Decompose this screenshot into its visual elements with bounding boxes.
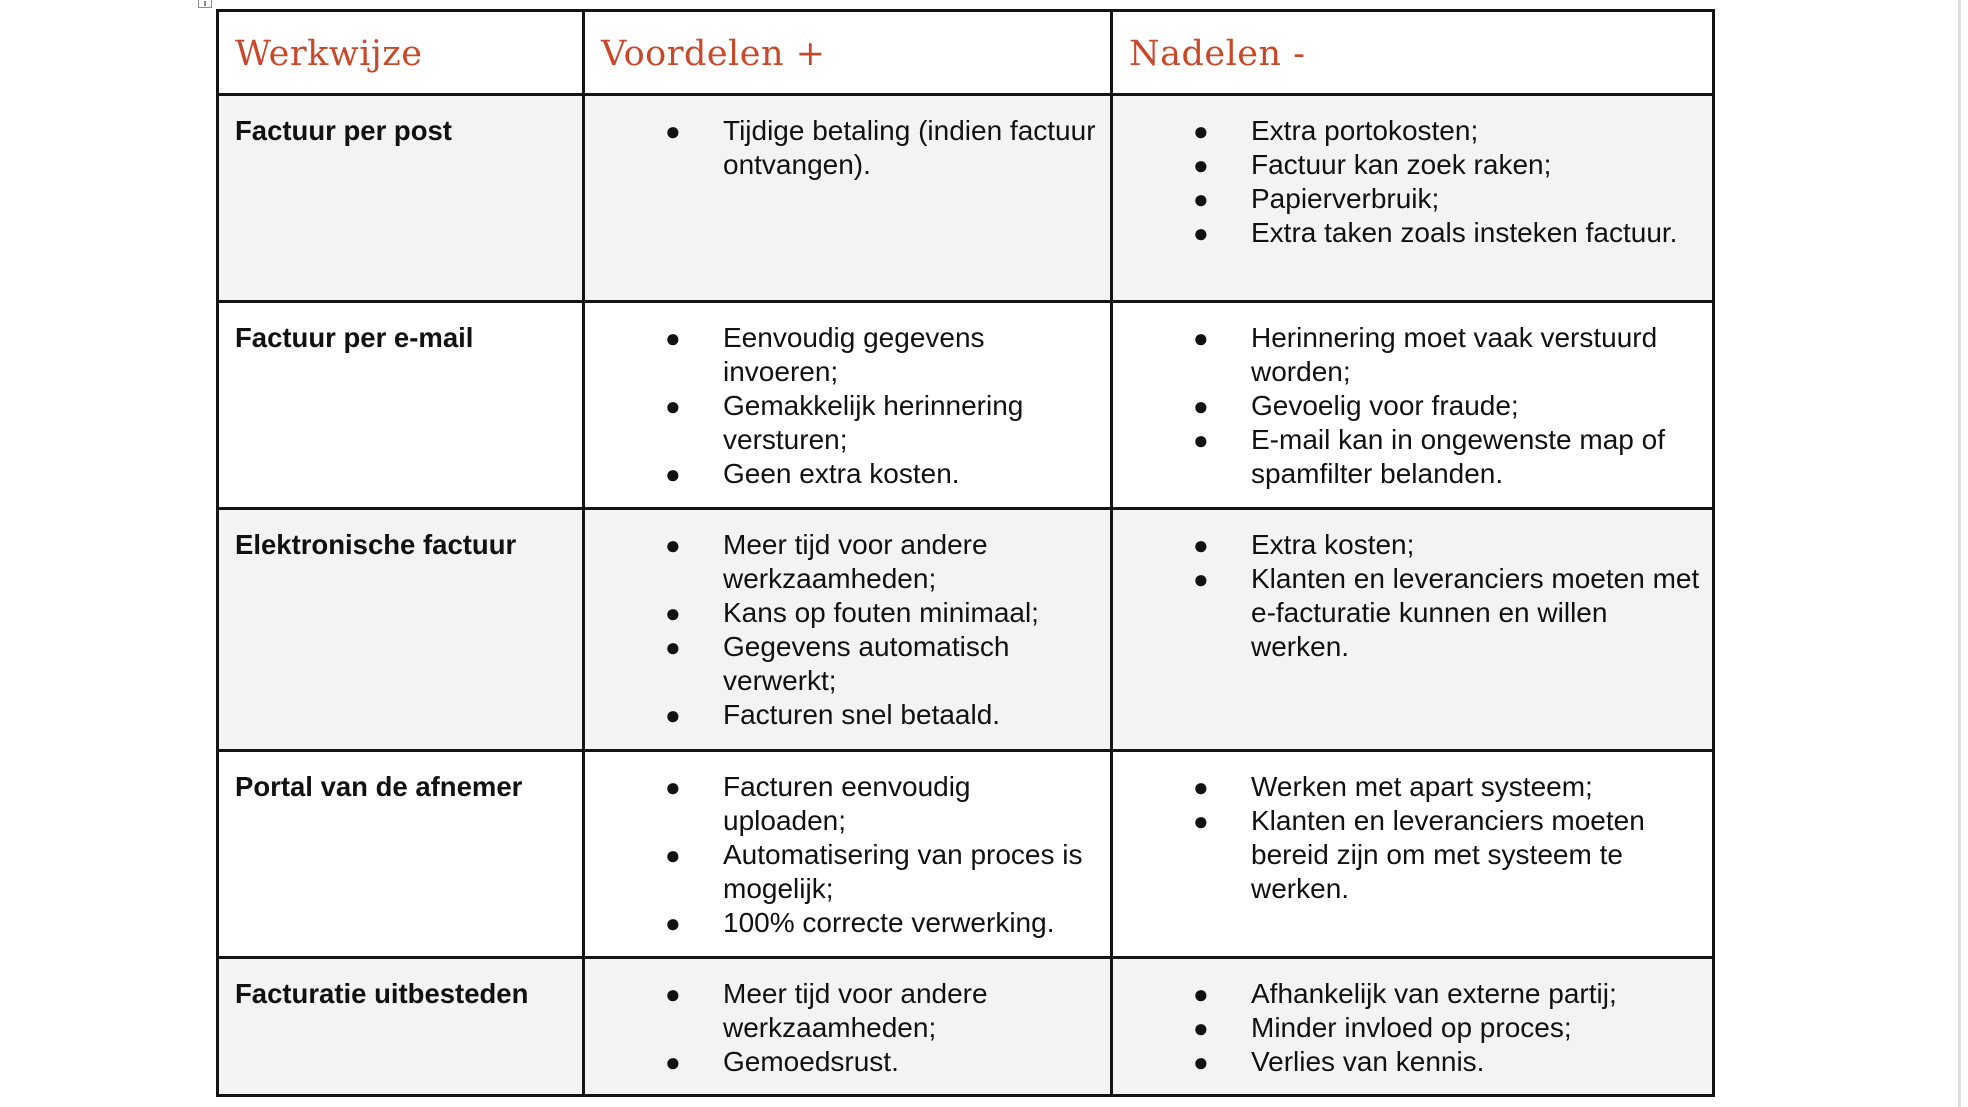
bullet-icon: ● (665, 772, 681, 802)
list-item: ● Kans op fouten minimaal; (665, 597, 1039, 628)
bullet-icon: ● (1193, 772, 1209, 802)
table-header-row (218, 11, 1714, 95)
list-item: ● Facturen eenvoudig uploaden; (665, 771, 971, 836)
list-item: ● Extra taken zoals insteken factuur. (1193, 217, 1678, 248)
bullet-icon: ● (1193, 806, 1209, 836)
list-item: ● Meer tijd voor andere werkzaamheden; (665, 978, 988, 1043)
list-item: ● Gevoelig voor fraude; (1193, 390, 1519, 421)
pros-list (585, 96, 1110, 192)
bullet-icon: ● (665, 530, 681, 560)
bullet-icon: ● (665, 391, 681, 421)
bullet-icon: ● (665, 908, 681, 938)
list-item: ● Meer tijd voor andere werkzaamheden; (665, 529, 988, 594)
list-item: ● Klanten en leveranciers moeten bereid zijn om met systeem te werken. (1193, 805, 1645, 904)
pros-cell (584, 751, 1112, 958)
header-werkwijze: Werkwijze (218, 11, 584, 95)
bullet-icon: ● (665, 700, 681, 730)
cons-cell (1112, 958, 1714, 1096)
bullet-icon: ● (665, 632, 681, 662)
cons-list (1113, 959, 1712, 1089)
bullet-icon: ● (1193, 1013, 1209, 1043)
bullet-icon: ● (1193, 1047, 1209, 1077)
cons-cell (1112, 509, 1714, 751)
bullet-icon: ● (1193, 218, 1209, 248)
table-row (218, 95, 1714, 302)
comparison-table (216, 9, 1715, 1097)
bullet-icon: ● (1193, 979, 1209, 1009)
bullet-icon: ● (1193, 184, 1209, 214)
bullet-icon: ● (665, 1047, 681, 1077)
table-row (218, 958, 1714, 1096)
list-item: ● E-mail kan in ongewenste map of spamfilter belanden. (1193, 424, 1665, 489)
list-item: ● Gemoedsrust. (665, 1046, 899, 1077)
pros-cell (584, 958, 1112, 1096)
list-item: ● Gegevens automatisch verwerkt; (665, 631, 1010, 696)
pros-list (585, 303, 1110, 501)
method-label: Facturatie uitbesteden (235, 978, 529, 1009)
pros-cell (584, 95, 1112, 302)
table-row (218, 509, 1714, 751)
bullet-icon: ● (665, 116, 681, 146)
list-item: ● Herinnering moet vaak verstuurd worden; (1193, 322, 1658, 387)
bullet-icon: ● (665, 459, 681, 489)
list-item: ● Factuur kan zoek raken; (1193, 149, 1552, 180)
list-item: ● Extra portokosten; (1193, 115, 1479, 146)
cons-list (1113, 510, 1712, 674)
cons-list (1113, 752, 1712, 916)
method-cell (218, 95, 584, 302)
method-label: Elektronische factuur (235, 529, 517, 560)
header-voordelen: Voordelen + (584, 11, 1112, 95)
list-item: ● Papierverbruik; (1193, 183, 1440, 214)
cons-cell (1112, 95, 1714, 302)
cons-cell (1112, 302, 1714, 509)
cons-list (1113, 96, 1712, 260)
list-item: ● Werken met apart systeem; (1193, 771, 1593, 802)
list-item: ● Extra kosten; (1193, 529, 1415, 560)
list-item: ● Geen extra kosten. (665, 458, 960, 489)
bullet-icon: ● (1193, 530, 1209, 560)
method-label: Portal van de afnemer (235, 771, 523, 802)
bullet-icon: ● (665, 840, 681, 870)
table-row (218, 751, 1714, 958)
method-cell (218, 958, 584, 1096)
method-cell (218, 751, 584, 958)
list-item: ● 100% correcte verwerking. (665, 907, 1055, 938)
method-cell (218, 509, 584, 751)
cons-cell (1112, 751, 1714, 958)
method-label: Factuur per e-mail (235, 322, 474, 353)
bullet-icon: ● (1193, 564, 1209, 594)
cons-list (1113, 303, 1712, 501)
bullet-icon: ● (1193, 323, 1209, 353)
method-label: Factuur per post (235, 115, 452, 146)
list-item: ● Verlies van kennis. (1193, 1046, 1485, 1077)
table-row (218, 302, 1714, 509)
pros-list (585, 752, 1110, 950)
bullet-icon: ● (665, 323, 681, 353)
list-item: ● Automatisering van proces is mogelijk; (665, 839, 1083, 904)
bullet-icon: ● (1193, 425, 1209, 455)
method-cell (218, 302, 584, 509)
list-item: ● Klanten en leveranciers moeten met e-facturatie kunnen en willen werken. (1193, 563, 1700, 662)
list-item: ● Minder invloed op proces; (1193, 1012, 1572, 1043)
pros-list (585, 959, 1110, 1089)
list-item: ● Afhankelijk van externe partij; (1193, 978, 1617, 1009)
pros-list (585, 510, 1110, 742)
bullet-icon: ● (665, 979, 681, 1009)
list-item: ● Tijdige betaling (indien factuur ontvangen). (665, 115, 1096, 180)
bullet-icon: ● (1193, 116, 1209, 146)
list-item: ● Gemakkelijk herinnering versturen; (665, 390, 1024, 455)
bullet-icon: ● (665, 598, 681, 628)
table-move-handle-icon[interactable] (198, 0, 212, 8)
pros-cell (584, 302, 1112, 509)
list-item: ● Eenvoudig gegevens invoeren; (665, 322, 985, 387)
pros-cell (584, 509, 1112, 751)
header-nadelen: Nadelen - (1112, 11, 1714, 95)
bullet-icon: ● (1193, 391, 1209, 421)
bullet-icon: ● (1193, 150, 1209, 180)
list-item: ● Facturen snel betaald. (665, 699, 1001, 730)
vertical-scrollbar[interactable] (1958, 0, 1961, 1107)
